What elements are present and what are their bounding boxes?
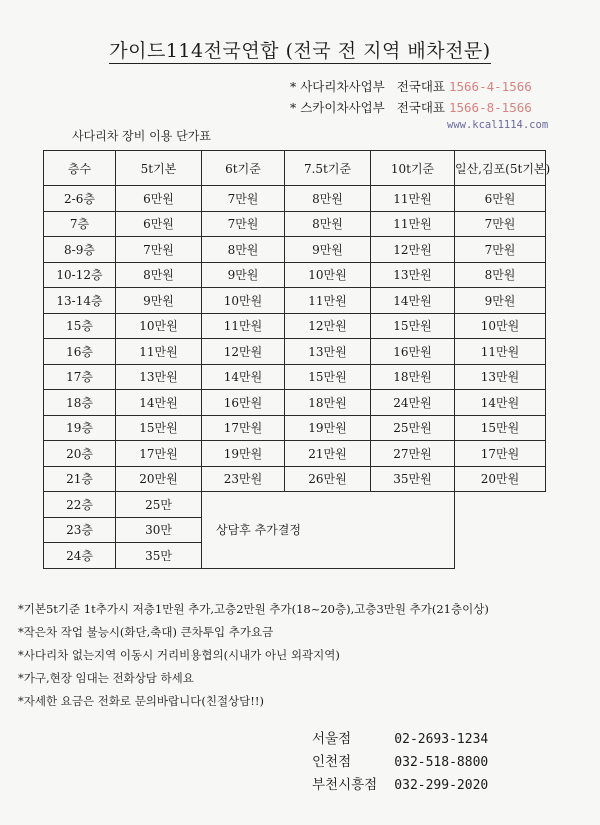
- note-item: *작은차 작업 불능시(화단,축대) 큰차투입 추가요금: [18, 625, 274, 639]
- price-cell: 11만원: [371, 186, 455, 212]
- price-cell: 13만원: [285, 339, 371, 365]
- notes-list: [18, 598, 489, 713]
- price-cell: 10만원: [202, 288, 285, 314]
- floor-cell: 24층: [44, 543, 116, 569]
- table-row: [44, 441, 546, 467]
- floor-cell: 22층: [44, 492, 116, 518]
- branch-name: 서울점: [312, 731, 352, 747]
- price-cell: 19만원: [202, 441, 285, 467]
- price-cell: 17만원: [455, 441, 546, 467]
- floor-cell: 16층: [44, 339, 116, 365]
- price-cell: 14만원: [116, 390, 202, 416]
- price-cell: 13만원: [371, 262, 455, 288]
- contact-list: [290, 76, 532, 118]
- department: 사다리차사업부: [300, 79, 385, 94]
- price-cell: 15만원: [371, 313, 455, 339]
- floor-cell: 13-14층: [44, 288, 116, 314]
- branch-phone: 032-518-8800: [394, 755, 489, 770]
- price-cell: 19만원: [285, 415, 371, 441]
- price-cell: 9만원: [116, 288, 202, 314]
- website-url: www.kcal1114.com: [447, 119, 549, 131]
- price-table: [43, 150, 551, 569]
- price-cell: 13만원: [455, 364, 546, 390]
- price-cell: 15만원: [455, 415, 546, 441]
- contact-phone: 1566-4-1566: [448, 79, 532, 94]
- note-item: *자세한 요금은 전화로 문의바랍니다(친절상담!!): [18, 694, 265, 708]
- note-item: *가구,현장 임대는 전화상담 하세요: [18, 671, 194, 685]
- price-cell: 7만원: [202, 211, 285, 237]
- price-cell: 8만원: [455, 262, 546, 288]
- blank-cell: [455, 492, 546, 569]
- price-cell: 8만원: [116, 262, 202, 288]
- price-cell: 6만원: [116, 211, 202, 237]
- table-row: [44, 415, 546, 441]
- price-cell: 8만원: [202, 237, 285, 263]
- branch-phone: 02-2693-1234: [394, 732, 489, 747]
- price-cell: 7만원: [116, 237, 202, 263]
- branch-item: [312, 751, 488, 774]
- note-item: *사다리차 없는지역 이동시 거리비용협의(시내가 아닌 외곽지역): [18, 648, 340, 662]
- extra-row: [44, 492, 546, 518]
- table-row: [44, 288, 546, 314]
- price-cell: 15만원: [116, 415, 202, 441]
- price-cell: 17만원: [116, 441, 202, 467]
- price-cell: 12만원: [371, 237, 455, 263]
- bullet: *: [290, 79, 297, 94]
- price-cell: 11만원: [116, 339, 202, 365]
- price-cell: 9만원: [285, 237, 371, 263]
- consult-note: 상담후 추가결정: [216, 523, 301, 538]
- floor-cell: 23층: [44, 517, 116, 543]
- price-cell: 7만원: [202, 186, 285, 212]
- table-row: [44, 466, 546, 492]
- branch-item: [312, 774, 488, 797]
- floor-cell: 19층: [44, 415, 116, 441]
- column-header: 층수: [44, 151, 116, 186]
- table-header-row: [44, 151, 546, 186]
- price-cell: 7만원: [455, 237, 546, 263]
- price-cell: 35만원: [371, 466, 455, 492]
- price-cell: 13만원: [116, 364, 202, 390]
- note-item: *기본5t기준 1t추가시 저층1만원 추가,고층2만원 추가(18~20층),고층3만원 추가(21층이상): [18, 602, 489, 616]
- price-cell: 20만원: [455, 466, 546, 492]
- bullet: *: [290, 100, 297, 115]
- column-header: 6t기준: [202, 151, 285, 186]
- floor-cell: 17층: [44, 364, 116, 390]
- consult-note-cell: [202, 492, 455, 569]
- price-cell: 12만원: [285, 313, 371, 339]
- price-cell: 35만: [116, 543, 202, 569]
- floor-cell: 21층: [44, 466, 116, 492]
- price-cell: 11만원: [371, 211, 455, 237]
- floor-cell: 15층: [44, 313, 116, 339]
- price-cell: 6만원: [455, 186, 546, 212]
- price-cell: 20만원: [116, 466, 202, 492]
- branch-name: 인천점: [312, 754, 352, 770]
- table-row: [44, 262, 546, 288]
- table-row: [44, 211, 546, 237]
- price-cell: 24만원: [371, 390, 455, 416]
- price-cell: 18만원: [285, 390, 371, 416]
- floor-cell: 8-9층: [44, 237, 116, 263]
- floor-cell: 7층: [44, 211, 116, 237]
- table-row: [44, 390, 546, 416]
- table-caption: 사다리차 장비 이용 단가표: [72, 129, 211, 143]
- price-cell: 9만원: [202, 262, 285, 288]
- price-cell: 27만원: [371, 441, 455, 467]
- price-cell: 30만: [116, 517, 202, 543]
- price-cell: 10만원: [455, 313, 546, 339]
- contact-row: [290, 97, 532, 118]
- branch-item: [312, 728, 488, 751]
- page-title-text: 가이드114전국연합 (전국 전 지역 배차전문): [109, 40, 491, 62]
- price-cell: 7만원: [455, 211, 546, 237]
- page-title: [0, 36, 600, 63]
- price-cell: 11만원: [455, 339, 546, 365]
- column-header: 10t기준: [371, 151, 455, 186]
- price-cell: 26만원: [285, 466, 371, 492]
- branch-list: [312, 728, 488, 797]
- contact-label: 전국대표: [396, 79, 445, 94]
- floor-cell: 20층: [44, 441, 116, 467]
- floor-cell: 18층: [44, 390, 116, 416]
- column-header: 일산,김포(5t기본): [455, 151, 546, 186]
- price-cell: 11만원: [202, 313, 285, 339]
- price-cell: 11만원: [285, 288, 371, 314]
- column-header: 5t기본: [116, 151, 202, 186]
- price-cell: 23만원: [202, 466, 285, 492]
- table-body: [44, 186, 546, 569]
- table-row: [44, 364, 546, 390]
- floor-cell: 10-12층: [44, 262, 116, 288]
- floor-cell: 2-6층: [44, 186, 116, 212]
- price-cell: 16만원: [202, 390, 285, 416]
- price-cell: 18만원: [371, 364, 455, 390]
- price-cell: 12만원: [202, 339, 285, 365]
- price-cell: 16만원: [371, 339, 455, 365]
- table-row: [44, 186, 546, 212]
- price-cell: 14만원: [202, 364, 285, 390]
- price-cell: 10만원: [285, 262, 371, 288]
- price-cell: 25만: [116, 492, 202, 518]
- price-cell: 17만원: [202, 415, 285, 441]
- contact-row: [290, 76, 532, 97]
- price-cell: 8만원: [285, 211, 371, 237]
- table-row: [44, 237, 546, 263]
- column-header: 7.5t기준: [285, 151, 371, 186]
- department: 스카이차사업부: [300, 100, 385, 115]
- price-cell: 15만원: [285, 364, 371, 390]
- price-cell: 14만원: [371, 288, 455, 314]
- price-cell: 8만원: [285, 186, 371, 212]
- price-cell: 9만원: [455, 288, 546, 314]
- price-cell: 10만원: [116, 313, 202, 339]
- branch-phone: 032-299-2020: [394, 778, 489, 793]
- contact-label: 전국대표: [396, 100, 445, 115]
- branch-name: 부천시흥점: [312, 777, 378, 793]
- contact-phone: 1566-8-1566: [448, 100, 532, 115]
- price-cell: 25만원: [371, 415, 455, 441]
- table-row: [44, 313, 546, 339]
- price-cell: 14만원: [455, 390, 546, 416]
- table-row: [44, 339, 546, 365]
- price-cell: 6만원: [116, 186, 202, 212]
- price-cell: 21만원: [285, 441, 371, 467]
